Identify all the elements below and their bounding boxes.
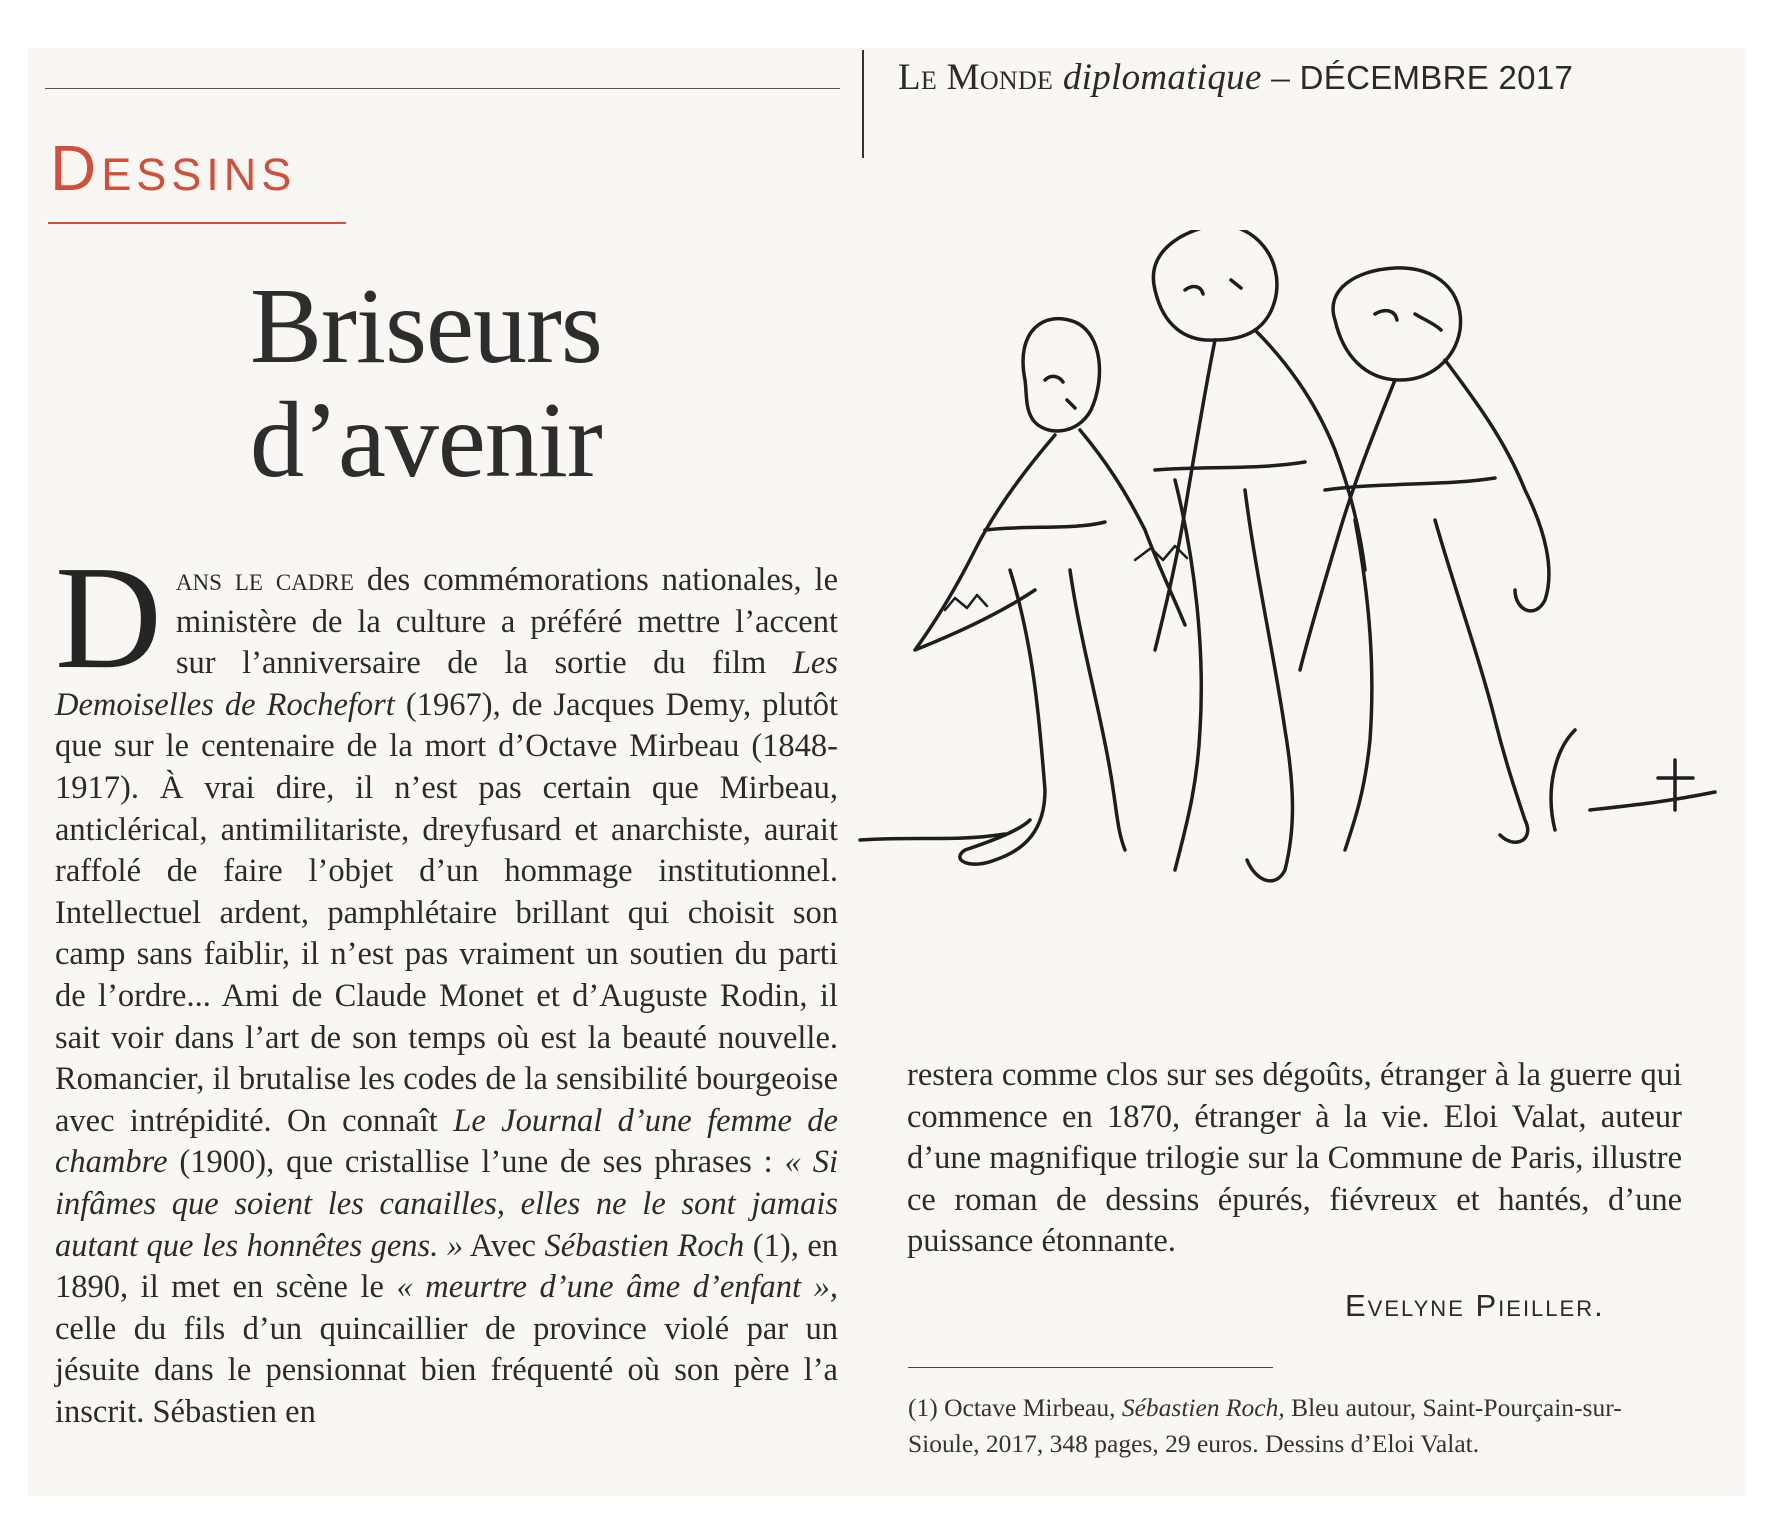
rubric-underline bbox=[48, 222, 346, 224]
book-title: Le Journal d’une femme de chambre bbox=[55, 1102, 838, 1181]
author-signature: Evelyne Pieiller. bbox=[1345, 1288, 1605, 1323]
section-rubric: Dessins bbox=[50, 132, 297, 204]
lead-in: ans le cadre bbox=[175, 562, 354, 598]
drawing-figure-right bbox=[1300, 268, 1575, 850]
film-title: Les Demoiselles de Rochefort bbox=[55, 645, 838, 723]
article-column-left bbox=[55, 536, 839, 1433]
text-run: (1), en 1890, il met en scène le bbox=[55, 1227, 838, 1306]
footnote-text: (1) Octave Mirbeau, bbox=[908, 1393, 1122, 1422]
masthead-name: Le Monde bbox=[898, 57, 1054, 98]
masthead-dash: – bbox=[1271, 57, 1291, 98]
masthead bbox=[898, 56, 1573, 99]
drawing-ground bbox=[860, 792, 1715, 840]
drop-cap: D bbox=[55, 536, 162, 700]
text-run: celle du fils d’un quincaillier de province violé par un jésuite dans le pensionnat bien fréquenté où son père l’a inscrit. Sébastien en bbox=[55, 1310, 838, 1430]
book-title: Sébastien Roch bbox=[544, 1227, 745, 1264]
title-line-2: d’avenir bbox=[250, 381, 602, 500]
article-column-right bbox=[907, 1055, 1682, 1263]
title-line-1: Briseurs bbox=[250, 267, 602, 386]
footnote-rule bbox=[908, 1367, 1273, 1368]
quotation: « meurtre d’une âme d’enfant », bbox=[396, 1269, 838, 1306]
ink-drawing-three-figures bbox=[855, 230, 1725, 960]
text-run: Avec bbox=[463, 1227, 545, 1264]
article-paragraph: restera comme clos sur ses dégoûts, étranger à la guerre qui commence en 1870, étranger à la vie. Eloi Valat, auteur d’une magnifique trilogie sur la Commune de Paris, illustre ce roman de dessins épurés, fiévreux et hantés, d’une puissance étonnante. bbox=[907, 1057, 1682, 1260]
header-rule bbox=[45, 88, 840, 89]
article-paragraph bbox=[55, 536, 839, 1433]
article-title bbox=[250, 267, 602, 500]
footnote bbox=[908, 1390, 1678, 1462]
drawing-figure-middle bbox=[1135, 230, 1365, 881]
text-run: (1900), que cristallise l’une de ses phrases : bbox=[167, 1144, 785, 1181]
masthead-date: DÉCEMBRE 2017 bbox=[1299, 59, 1574, 96]
footnote-text: Bleu autour, Saint-Pourçain-sur-Sioule, 2017, 348 pages, 29 euros. Dessins d’Eloi Valat. bbox=[908, 1393, 1622, 1458]
text-run: des commémorations nationales, le ministère de la culture a préféré mettre l’accent sur l’anniversaire de la sortie du film bbox=[175, 562, 839, 682]
header-divider bbox=[862, 50, 864, 158]
quotation: « Si infâmes que soient les canailles, elles ne le sont jamais autant que les honnêtes gens. » bbox=[55, 1144, 838, 1264]
drawing-figure-left bbox=[915, 319, 1185, 865]
footnote-book-title: Sébastien Roch, bbox=[1121, 1393, 1285, 1422]
masthead-diplomatique: diplomatique bbox=[1062, 57, 1262, 98]
text-run: (1967), de Jacques Demy, plutôt que sur le centenaire de la mort d’Octave Mirbeau (1848-1917). À vrai dire, il n’est pas certain que Mirbeau, anticlérical, antimilitariste, dreyfusard et anarchiste, aurait raffolé de faire l’objet d’un hommage institutionnel. Intellectuel ardent, pamphlétaire brillant qui choisit son camp sans faiblir, il n’est pas vraiment un soutien du parti de l’ordre... Ami de Claude Monet et d’Auguste Rodin, il sait voir dans l’art de son temps où est la beauté nouvelle. Romancier, il brutalise les codes de la sensibilité bourgeoise avec intrépidité. On connaît bbox=[55, 686, 839, 1139]
